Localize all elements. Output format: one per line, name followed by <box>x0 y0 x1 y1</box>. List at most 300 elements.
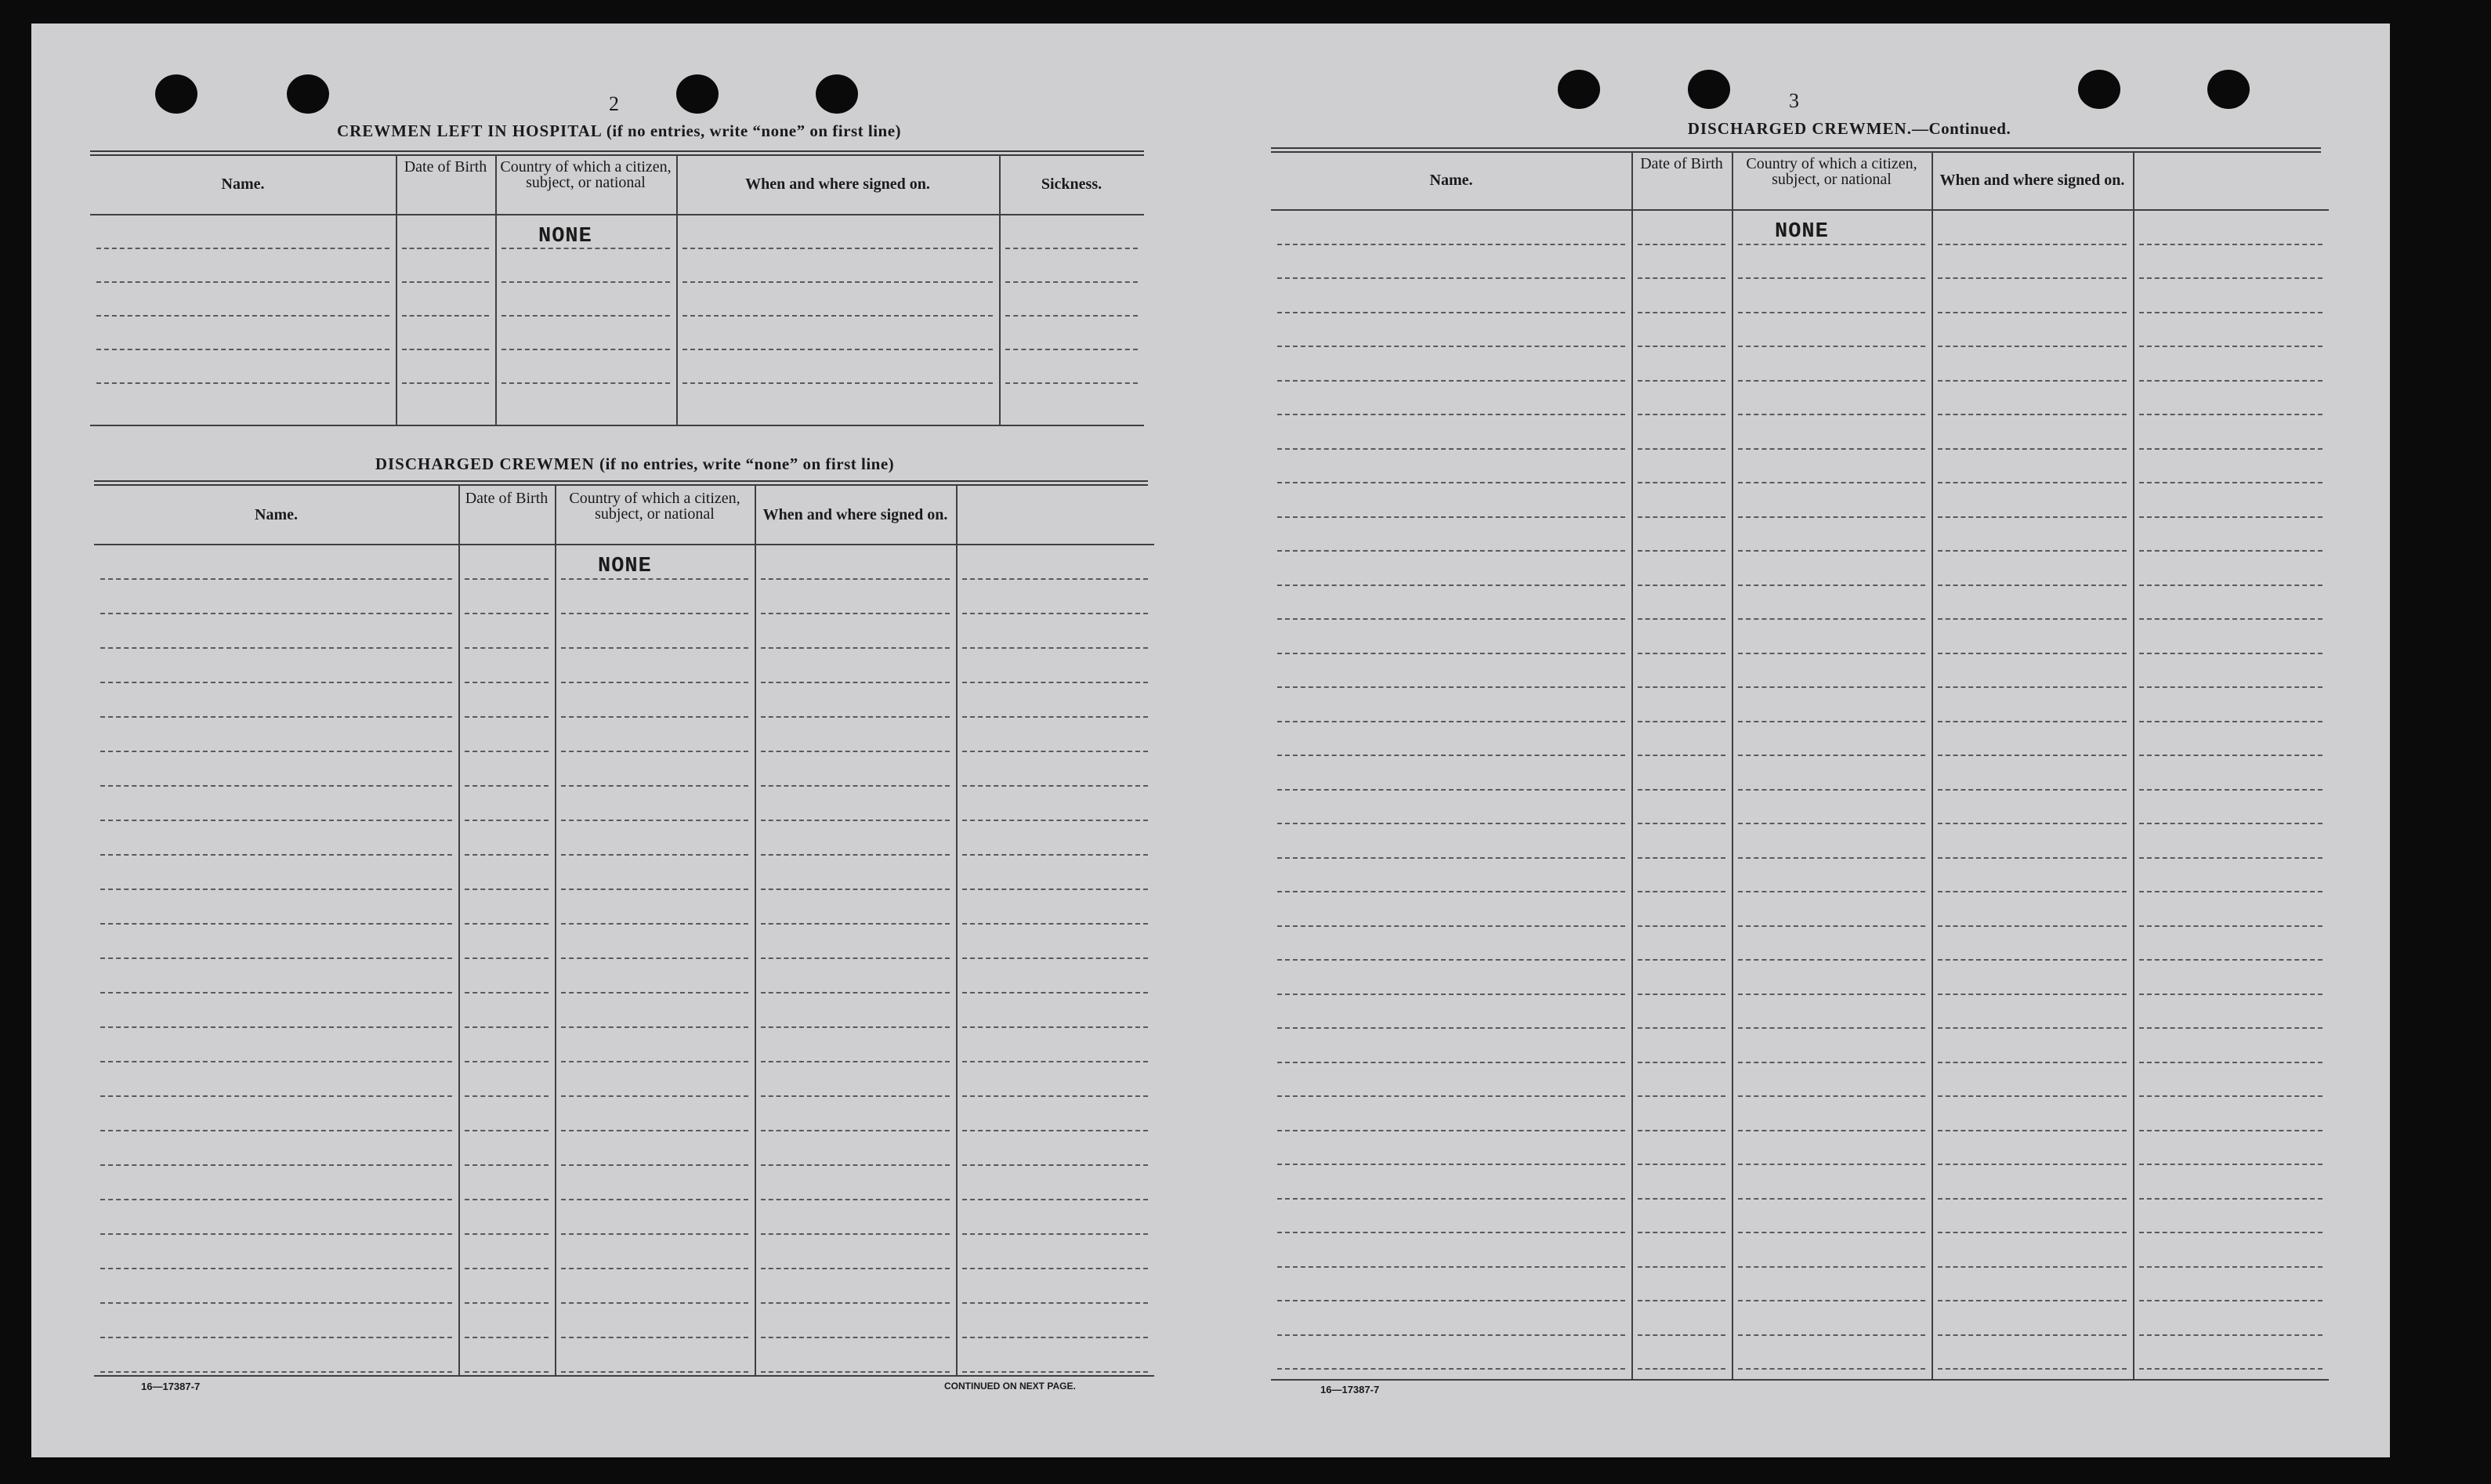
entry-line <box>761 854 950 856</box>
entry-line <box>561 716 748 718</box>
entry-line <box>1738 686 1925 688</box>
page-number: 2 <box>609 92 619 115</box>
entry-line <box>100 957 452 959</box>
entry-line <box>1277 1232 1625 1233</box>
entry-line <box>1277 789 1625 791</box>
entry-line <box>2139 1164 2323 1165</box>
column-header: Name. <box>221 176 265 193</box>
entry-line <box>96 248 389 249</box>
entry-line <box>1738 994 1925 995</box>
entry-line <box>1738 755 1925 756</box>
entry-line <box>2139 686 2323 688</box>
entry-line <box>962 1268 1148 1269</box>
entry-line <box>561 1164 748 1166</box>
entry-line <box>561 1130 748 1131</box>
entry-line <box>501 315 670 317</box>
entry-line <box>1938 346 2127 347</box>
entry-line <box>1938 1164 2127 1165</box>
column-divider <box>495 154 497 425</box>
entry-line <box>2139 1027 2323 1029</box>
entry-line <box>1638 1130 1725 1131</box>
entry-line <box>2139 823 2323 824</box>
column-header: When and where signed on. <box>762 506 948 523</box>
entry-line <box>1277 1334 1625 1336</box>
entry-line <box>1638 380 1725 382</box>
entry-line <box>682 281 993 283</box>
hospital-title-text: CREWMEN LEFT IN HOSPITAL <box>336 121 602 140</box>
entry-line <box>761 1095 950 1097</box>
entry-line <box>465 957 549 959</box>
entry-line <box>761 889 950 890</box>
hospital-top-rule <box>90 150 1144 156</box>
entry-line <box>561 785 748 787</box>
column-header: Country of which a citizen, subject, or national <box>1746 155 1917 188</box>
entry-line <box>100 992 452 994</box>
entry-line <box>1277 618 1625 620</box>
entry-line <box>1638 1095 1725 1097</box>
entry-line <box>1277 959 1625 961</box>
entry-line <box>465 1268 549 1269</box>
entry-line <box>561 613 748 614</box>
entry-line <box>1277 925 1625 927</box>
entry-line <box>561 854 748 856</box>
entry-line <box>1938 755 2127 756</box>
entry-line <box>1938 550 2127 552</box>
entry-line <box>1938 891 2127 892</box>
entry-line <box>100 1164 452 1166</box>
entry-line <box>1938 653 2127 654</box>
entry-line <box>1738 1130 1925 1131</box>
entry-line <box>962 1337 1148 1338</box>
entry-line <box>465 1026 549 1028</box>
entry-line <box>1938 1095 2127 1097</box>
column-header: Name. <box>1429 172 1473 189</box>
header-rule <box>90 214 1144 215</box>
entry-line <box>96 349 389 350</box>
entry-line <box>962 578 1148 580</box>
punch-hole <box>2207 70 2250 109</box>
entry-line <box>1638 1300 1725 1301</box>
entry-line <box>1638 1164 1725 1165</box>
entry-line <box>402 315 489 317</box>
discharged-title-text: DISCHARGED CREWMEN <box>375 454 595 473</box>
entry-line <box>561 1302 748 1304</box>
entry-line <box>1938 686 2127 688</box>
entry-line <box>100 1130 452 1131</box>
entry-line <box>962 889 1148 890</box>
column-divider <box>999 154 1001 425</box>
entry-line <box>1638 721 1725 722</box>
entry-line <box>1277 891 1625 892</box>
entry-line <box>1638 1198 1725 1200</box>
entry-line <box>1738 1266 1925 1268</box>
entry-line <box>962 751 1148 752</box>
entry-line <box>1005 382 1138 384</box>
entry-line <box>561 1268 748 1269</box>
entry-line <box>561 1095 748 1097</box>
entry-line <box>761 1371 950 1373</box>
entry-line <box>962 923 1148 925</box>
entry-line <box>465 1199 549 1200</box>
entry-line <box>761 1164 950 1166</box>
discharged-instruction: (if no entries, write “none” on first line) <box>599 454 895 473</box>
entry-line <box>100 1268 452 1269</box>
entry-line <box>962 1095 1148 1097</box>
entry-line <box>100 578 452 580</box>
entry-line <box>2139 857 2323 859</box>
entry-line <box>2139 721 2323 722</box>
entry-line <box>1738 959 1925 961</box>
entry-line <box>1738 857 1925 859</box>
entry-line <box>761 1337 950 1338</box>
entry-line <box>465 889 549 890</box>
entry-line <box>1277 755 1625 756</box>
entry-line <box>402 281 489 283</box>
entry-line <box>1638 1027 1725 1029</box>
entry-line <box>761 1130 950 1131</box>
entry-line <box>2139 414 2323 415</box>
entry-line <box>96 315 389 317</box>
entry-line <box>761 682 950 683</box>
column-divider <box>458 486 460 1375</box>
entry-line <box>1938 1027 2127 1029</box>
entry-line <box>1738 618 1925 620</box>
entry-line <box>962 647 1148 649</box>
entry-line <box>962 957 1148 959</box>
entry-line <box>561 751 748 752</box>
entry-line <box>962 1233 1148 1235</box>
entry-line <box>962 1026 1148 1028</box>
entry-line <box>1938 1334 2127 1336</box>
entry-line <box>100 1199 452 1200</box>
entry-line <box>561 682 748 683</box>
left-page <box>31 24 1222 1457</box>
entry-line <box>962 1302 1148 1304</box>
discharged-top-rule <box>94 480 1148 486</box>
entry-line <box>1277 1062 1625 1063</box>
entry-line <box>465 682 549 683</box>
entry-line <box>1638 959 1725 961</box>
entry-line <box>1005 248 1138 249</box>
punch-hole <box>1688 70 1730 109</box>
entry-line <box>761 923 950 925</box>
entry-line <box>561 1199 748 1200</box>
punch-hole <box>155 74 197 114</box>
entry-line <box>761 578 950 580</box>
entry-line <box>100 820 452 821</box>
entry-line <box>682 248 993 249</box>
entry-line <box>1277 1368 1625 1370</box>
entry-line <box>682 315 993 317</box>
entry-line <box>1938 312 2127 313</box>
entry-line <box>465 992 549 994</box>
entry-line <box>761 1061 950 1062</box>
entry-line <box>1738 244 1925 245</box>
entry-line <box>100 1302 452 1304</box>
entry-line <box>1638 1368 1725 1370</box>
entry-line <box>2139 1232 2323 1233</box>
entry-line <box>1277 653 1625 654</box>
entry-line <box>1638 618 1725 620</box>
entry-line <box>1738 380 1925 382</box>
entry-line <box>1738 925 1925 927</box>
entry-line <box>682 382 993 384</box>
entry-line <box>962 820 1148 821</box>
entry-line <box>1938 789 2127 791</box>
entry-line <box>1738 1027 1925 1029</box>
entry-line <box>1938 1368 2127 1370</box>
column-header: Date of Birth <box>1640 155 1723 172</box>
form-number: 16—17387-7 <box>141 1381 201 1392</box>
entry-line <box>100 923 452 925</box>
entry-line <box>2139 1130 2323 1131</box>
entry-line <box>1638 516 1725 518</box>
entry-line <box>1638 414 1725 415</box>
form-number: 16—17387-7 <box>1320 1384 1380 1395</box>
entry-line <box>561 889 748 890</box>
entry-line <box>1738 585 1925 586</box>
entry-line <box>2139 482 2323 483</box>
entry-line <box>1277 244 1625 245</box>
entry-line <box>465 716 549 718</box>
entry-line <box>1738 789 1925 791</box>
entry-line <box>1277 721 1625 722</box>
entry-line <box>100 1095 452 1097</box>
entry-line <box>1938 721 2127 722</box>
none-stamp: NONE <box>598 555 652 578</box>
entry-line <box>561 1337 748 1338</box>
entry-line <box>96 382 389 384</box>
entry-line <box>100 682 452 683</box>
entry-line <box>1277 448 1625 450</box>
right-title-suffix: —Continued. <box>1911 119 2011 138</box>
column-header: When and where signed on. <box>745 176 930 193</box>
entry-line <box>1638 277 1725 279</box>
entry-line <box>2139 925 2323 927</box>
entry-line <box>561 1026 748 1028</box>
entry-line <box>2139 346 2323 347</box>
entry-line <box>761 992 950 994</box>
entry-line <box>1938 994 2127 995</box>
entry-line <box>2139 959 2323 961</box>
entry-line <box>1277 1130 1625 1131</box>
none-stamp: NONE <box>538 225 592 248</box>
punch-hole <box>676 74 719 114</box>
entry-line <box>1938 925 2127 927</box>
header-rule <box>94 544 1154 545</box>
entry-line <box>100 647 452 649</box>
entry-line <box>1738 414 1925 415</box>
column-divider <box>2133 151 2134 1379</box>
entry-line <box>2139 380 2323 382</box>
entry-line <box>1638 244 1725 245</box>
entry-line <box>1738 1062 1925 1063</box>
entry-line <box>1277 686 1625 688</box>
entry-line <box>962 1199 1148 1200</box>
entry-line <box>501 382 670 384</box>
column-divider <box>555 486 556 1375</box>
entry-line <box>1938 1062 2127 1063</box>
entry-line <box>1738 823 1925 824</box>
entry-line <box>1938 516 2127 518</box>
entry-line <box>962 682 1148 683</box>
entry-line <box>1005 349 1138 350</box>
entry-line <box>1738 1164 1925 1165</box>
punch-hole <box>816 74 858 114</box>
entry-line <box>100 1233 452 1235</box>
entry-line <box>402 382 489 384</box>
entry-line <box>1938 1300 2127 1301</box>
entry-line <box>465 1233 549 1235</box>
entry-line <box>761 957 950 959</box>
entry-line <box>1938 380 2127 382</box>
entry-line <box>962 1371 1148 1373</box>
column-header: When and where signed on. <box>1939 172 2125 189</box>
entry-line <box>1938 1232 2127 1233</box>
entry-line <box>561 647 748 649</box>
entry-line <box>761 820 950 821</box>
header-rule <box>1271 209 2329 211</box>
right-section-title <box>1457 119 2241 139</box>
entry-line <box>2139 550 2323 552</box>
entry-line <box>1638 653 1725 654</box>
continued-note: CONTINUED ON NEXT PAGE. <box>944 1381 1076 1392</box>
entry-line <box>1738 891 1925 892</box>
entry-line <box>962 785 1148 787</box>
entry-line <box>2139 1095 2323 1097</box>
column-divider <box>956 486 958 1375</box>
entry-line <box>761 1302 950 1304</box>
entry-line <box>1277 823 1625 824</box>
entry-line <box>2139 891 2323 892</box>
entry-line <box>1638 823 1725 824</box>
entry-line <box>2139 1062 2323 1063</box>
entry-line <box>761 1233 950 1235</box>
discharged-section-title <box>125 454 1144 474</box>
entry-line <box>1638 585 1725 586</box>
entry-line <box>561 957 748 959</box>
entry-line <box>1938 823 2127 824</box>
entry-line <box>1638 994 1725 995</box>
entry-line <box>1277 585 1625 586</box>
table-bottom-rule <box>94 1375 1154 1377</box>
entry-line <box>465 1337 549 1338</box>
entry-line <box>962 1164 1148 1166</box>
entry-line <box>465 820 549 821</box>
entry-line <box>1277 516 1625 518</box>
entry-line <box>100 613 452 614</box>
column-header: Country of which a citizen, subject, or national <box>500 158 672 191</box>
entry-line <box>2139 1198 2323 1200</box>
entry-line <box>100 751 452 752</box>
entry-line <box>1277 414 1625 415</box>
entry-line <box>1277 482 1625 483</box>
punch-hole <box>287 74 329 114</box>
entry-line <box>1277 994 1625 995</box>
entry-line <box>465 854 549 856</box>
entry-line <box>561 820 748 821</box>
entry-line <box>962 1130 1148 1131</box>
entry-line <box>1738 1198 1925 1200</box>
column-divider <box>1932 151 1933 1379</box>
right-page <box>1222 24 2390 1457</box>
entry-line <box>2139 789 2323 791</box>
entry-line <box>682 349 993 350</box>
entry-line <box>962 992 1148 994</box>
entry-line <box>465 785 549 787</box>
entry-line <box>1638 482 1725 483</box>
hospital-instruction: (if no entries, write “none” on first line) <box>606 121 902 140</box>
entry-line <box>1738 312 1925 313</box>
none-stamp: NONE <box>1775 220 1829 244</box>
entry-line <box>1638 857 1725 859</box>
entry-line <box>2139 277 2323 279</box>
entry-line <box>465 923 549 925</box>
entry-line <box>1277 857 1625 859</box>
entry-line <box>465 1130 549 1131</box>
entry-line <box>761 613 950 614</box>
entry-line <box>761 1199 950 1200</box>
entry-line <box>1277 1198 1625 1200</box>
entry-line <box>1277 277 1625 279</box>
entry-line <box>465 578 549 580</box>
entry-line <box>100 716 452 718</box>
column-divider <box>1631 151 1633 1379</box>
entry-line <box>1638 755 1725 756</box>
entry-line <box>100 1337 452 1338</box>
entry-line <box>1938 277 2127 279</box>
entry-line <box>1938 448 2127 450</box>
entry-line <box>1738 550 1925 552</box>
entry-line <box>1277 312 1625 313</box>
entry-line <box>761 647 950 649</box>
entry-line <box>761 1026 950 1028</box>
entry-line <box>100 1061 452 1062</box>
entry-line <box>402 248 489 249</box>
entry-line <box>1638 1334 1725 1336</box>
entry-line <box>2139 1334 2323 1336</box>
column-divider <box>676 154 678 425</box>
table-bottom-rule <box>90 425 1144 426</box>
entry-line <box>1638 789 1725 791</box>
entry-line <box>1738 721 1925 722</box>
entry-line <box>761 716 950 718</box>
column-header: Date of Birth <box>404 158 487 176</box>
entry-line <box>465 1095 549 1097</box>
entry-line <box>1277 380 1625 382</box>
entry-line <box>96 281 389 283</box>
entry-line <box>2139 618 2323 620</box>
entry-line <box>465 751 549 752</box>
column-divider <box>1732 151 1733 1379</box>
entry-line <box>1277 550 1625 552</box>
column-header: Country of which a citizen, subject, or national <box>569 490 740 523</box>
entry-line <box>1738 653 1925 654</box>
entry-line <box>561 1371 748 1373</box>
entry-line <box>1638 448 1725 450</box>
entry-line <box>465 647 549 649</box>
entry-line <box>1738 482 1925 483</box>
column-divider <box>755 486 756 1375</box>
page-number: 3 <box>1789 89 1799 112</box>
entry-line <box>1277 1266 1625 1268</box>
entry-line <box>761 751 950 752</box>
punch-hole <box>2078 70 2120 109</box>
entry-line <box>1638 1266 1725 1268</box>
entry-line <box>561 578 748 580</box>
entry-line <box>1638 1232 1725 1233</box>
right-title-text: DISCHARGED CREWMEN. <box>1687 119 1912 138</box>
